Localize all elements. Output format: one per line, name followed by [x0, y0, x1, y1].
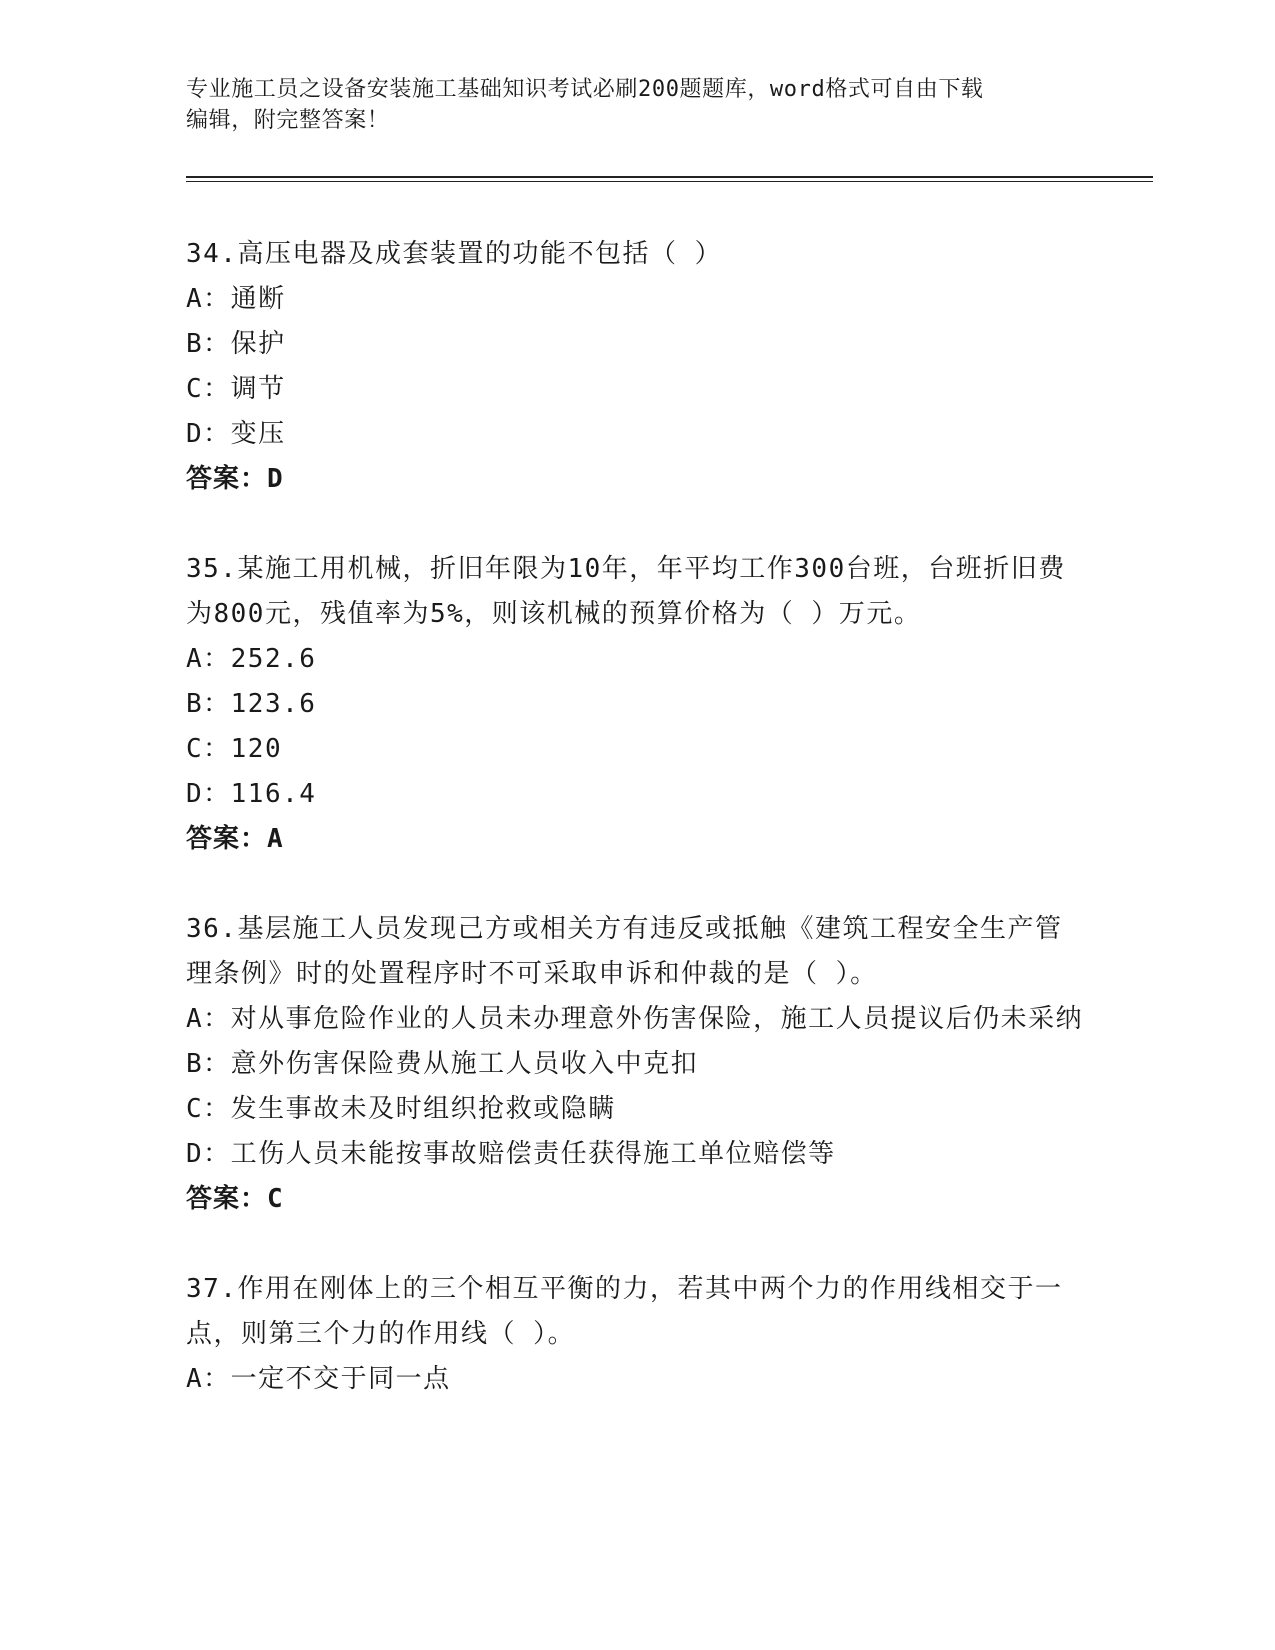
option-text: 变压 — [230, 419, 286, 449]
answer-option — [186, 997, 1086, 1042]
option-text: 对从事危险作业的人员未办理意外伤害保险，施工人员提议后仍未采纳 — [230, 1004, 1084, 1034]
question-stem: 37.作用在刚体上的三个相互平衡的力，若其中两个力的作用线相交于一点，则第三个力的作用线（ ）。 — [186, 1274, 1063, 1349]
answer-option — [186, 1042, 1086, 1087]
question-stem: 35.某施工用机械，折旧年限为10年，年平均工作300台班，台班折旧费为800元，残值率为5%，则该机械的预算价格为（ ）万元。 — [186, 554, 1066, 629]
answer-value: A — [267, 824, 284, 854]
option-letter: C： — [186, 1094, 231, 1124]
option-text: 120 — [230, 734, 283, 764]
option-letter: D： — [186, 1139, 231, 1169]
header-rule-thin — [186, 181, 1153, 182]
option-text: 通断 — [230, 284, 286, 314]
answer-option — [186, 367, 1086, 412]
option-text: 123.6 — [230, 689, 317, 719]
question-block — [186, 1267, 1086, 1402]
question-stem: 36.基层施工人员发现己方或相关方有违反或抵触《建筑工程安全生产管理条例》时的处置程序时不可采取申诉和仲裁的是（ ）。 — [186, 914, 1063, 989]
option-text: 116.4 — [230, 779, 317, 809]
answer-option — [186, 727, 1086, 772]
option-letter: D： — [186, 779, 231, 809]
option-text: 调节 — [230, 374, 286, 404]
question-list — [186, 232, 1086, 1447]
option-letter: C： — [186, 734, 231, 764]
answer-label: 答案： — [186, 824, 268, 854]
answer-option — [186, 322, 1086, 367]
answer-option — [186, 412, 1086, 457]
option-letter: B： — [186, 689, 231, 719]
option-text: 意外伤害保险费从施工人员收入中克扣 — [230, 1049, 699, 1079]
option-text: 发生事故未及时组织抢救或隐瞒 — [230, 1094, 616, 1124]
answer-option — [186, 772, 1086, 817]
option-text: 工伤人员未能按事故赔偿责任获得施工单位赔偿等 — [230, 1139, 836, 1169]
option-letter: A： — [186, 644, 231, 674]
answer-line — [186, 457, 1086, 502]
question-stem: 34.高压电器及成套装置的功能不包括（ ） — [186, 239, 723, 269]
option-letter: A： — [186, 1004, 231, 1034]
question-block — [186, 547, 1086, 862]
document-header — [186, 74, 1066, 136]
answer-option — [186, 682, 1086, 727]
option-letter: A： — [186, 1364, 231, 1394]
option-letter: A： — [186, 284, 231, 314]
header-line-1: 专业施工员之设备安装施工基础知识考试必刷200题题库，word格式可自由下载 — [186, 77, 984, 102]
question-block — [186, 232, 1086, 502]
option-text: 保护 — [230, 329, 286, 359]
question-block — [186, 907, 1086, 1222]
answer-option — [186, 1357, 1086, 1402]
header-line-2: 编辑，附完整答案！ — [186, 108, 390, 133]
answer-value: C — [267, 1184, 284, 1214]
answer-option — [186, 1132, 1086, 1177]
option-text: 一定不交于同一点 — [230, 1364, 451, 1394]
option-letter: B： — [186, 329, 231, 359]
answer-label: 答案： — [186, 464, 268, 494]
option-letter: C： — [186, 374, 231, 404]
answer-value: D — [267, 464, 284, 494]
option-letter: D： — [186, 419, 231, 449]
answer-option — [186, 1087, 1086, 1132]
answer-line — [186, 1177, 1086, 1222]
option-text: 252.6 — [230, 644, 317, 674]
answer-line — [186, 817, 1086, 862]
answer-label: 答案： — [186, 1184, 268, 1214]
header-rule-thick — [186, 176, 1153, 178]
answer-option — [186, 637, 1086, 682]
option-letter: B： — [186, 1049, 231, 1079]
answer-option — [186, 277, 1086, 322]
